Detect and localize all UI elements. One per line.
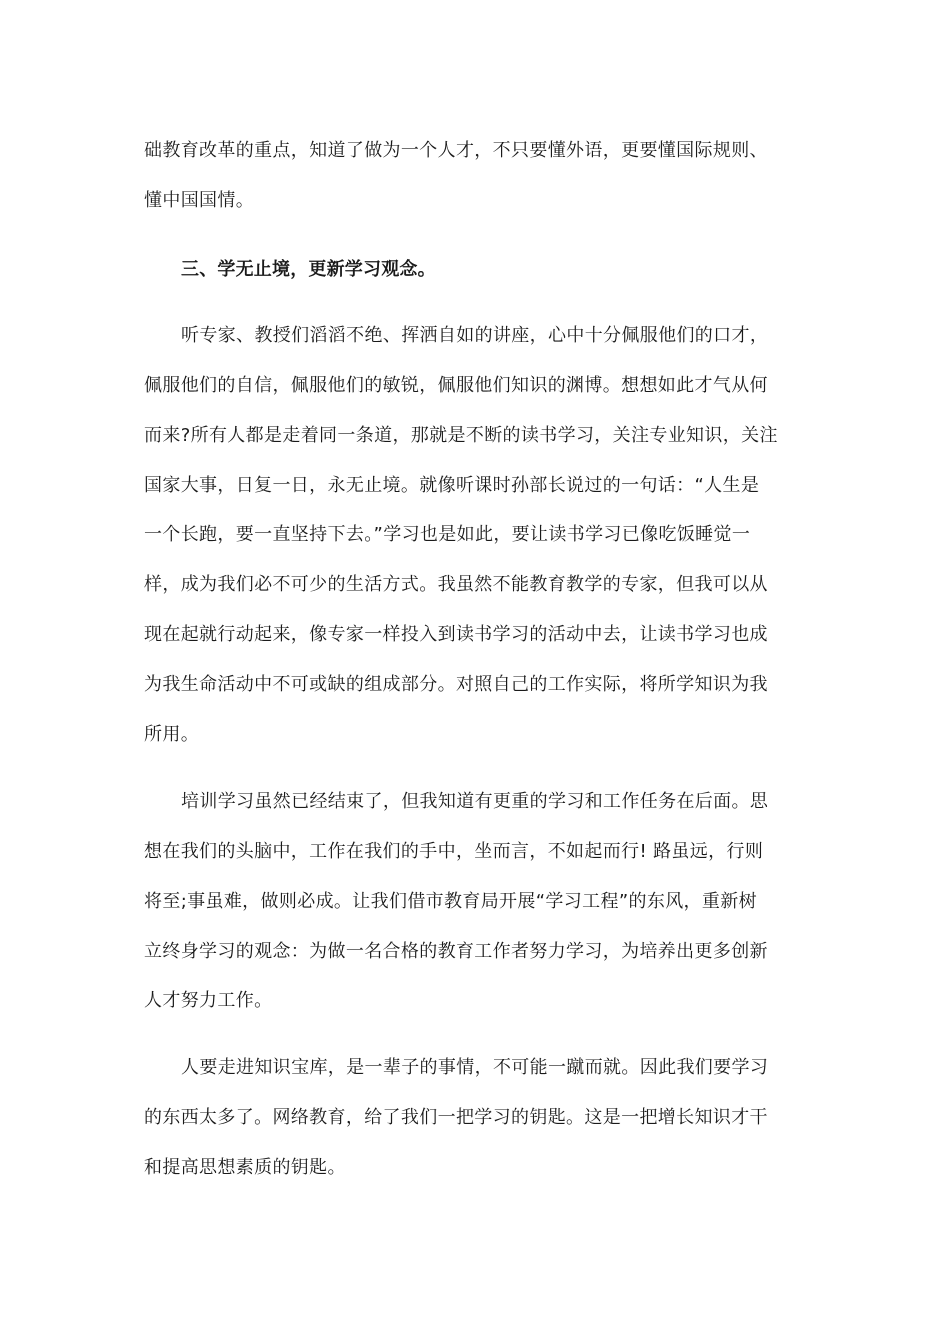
paragraph-3-line-3: 将至;事虽难，做则必成。让我们借市教育局开展“学习工程”的东风，重新树 [144, 891, 757, 912]
paragraph-2-line-9: 所用。 [144, 724, 200, 745]
paragraph-2-line-4: 国家大事，日复一日，永无止境。就像听课时孙部长说过的一句话：“人生是 [144, 475, 760, 496]
paragraph-3-line-5: 人才努力工作。 [144, 990, 273, 1011]
paragraph-2-line-7: 现在起就行动起来，像专家一样投入到读书学习的活动中去，让读书学习也成 [144, 624, 768, 645]
paragraph-4-line-2: 的东西太多了。网络教育，给了我们一把学习的钥匙。这是一把增长知识才干 [144, 1107, 768, 1128]
paragraph-2-line-1: 听专家、教授们滔滔不绝、挥洒自如的讲座，心中十分佩服他们的口才， [181, 325, 769, 346]
paragraph-3-line-2: 想在我们的头脑中，工作在我们的手中，坐而言，不如起而行! 路虽远，行则 [144, 841, 764, 862]
paragraph-2-line-2: 佩服他们的自信，佩服他们的敏锐，佩服他们知识的渊博。想想如此才气从何 [144, 375, 768, 396]
paragraph-2-line-8: 为我生命活动中不可或缺的组成部分。对照自己的工作实际，将所学知识为我 [144, 674, 768, 695]
paragraph-3-line-1: 培训学习虽然已经结束了，但我知道有更重的学习和工作任务在后面。思 [181, 791, 769, 812]
paragraph-4-line-1: 人要走进知识宝库，是一辈子的事情，不可能一蹴而就。因此我们要学习 [181, 1057, 769, 1078]
paragraph-1-line-2: 懂中国国情。 [144, 190, 255, 211]
paragraph-1-line-1: 础教育改革的重点，知道了做为一个人才，不只要懂外语，更要懂国际规则、 [144, 140, 768, 161]
paragraph-2-line-3: 而来?所有人都是走着同一条道，那就是不断的读书学习，关注专业知识，关注 [144, 425, 778, 446]
section-heading: 三、学无止境，更新学习观念。 [181, 259, 436, 280]
paragraph-3-line-4: 立终身学习的观念：为做一名合格的教育工作者努力学习，为培养出更多创新 [144, 941, 768, 962]
paragraph-2-line-5: 一个长跑，要一直坚持下去。”学习也是如此，要让读书学习已像吃饭睡觉一 [144, 524, 751, 545]
paragraph-2-line-6: 样，成为我们必不可少的生活方式。我虽然不能教育教学的专家，但我可以从 [144, 574, 768, 595]
paragraph-4-line-3: 和提高思想素质的钥匙。 [144, 1157, 346, 1178]
